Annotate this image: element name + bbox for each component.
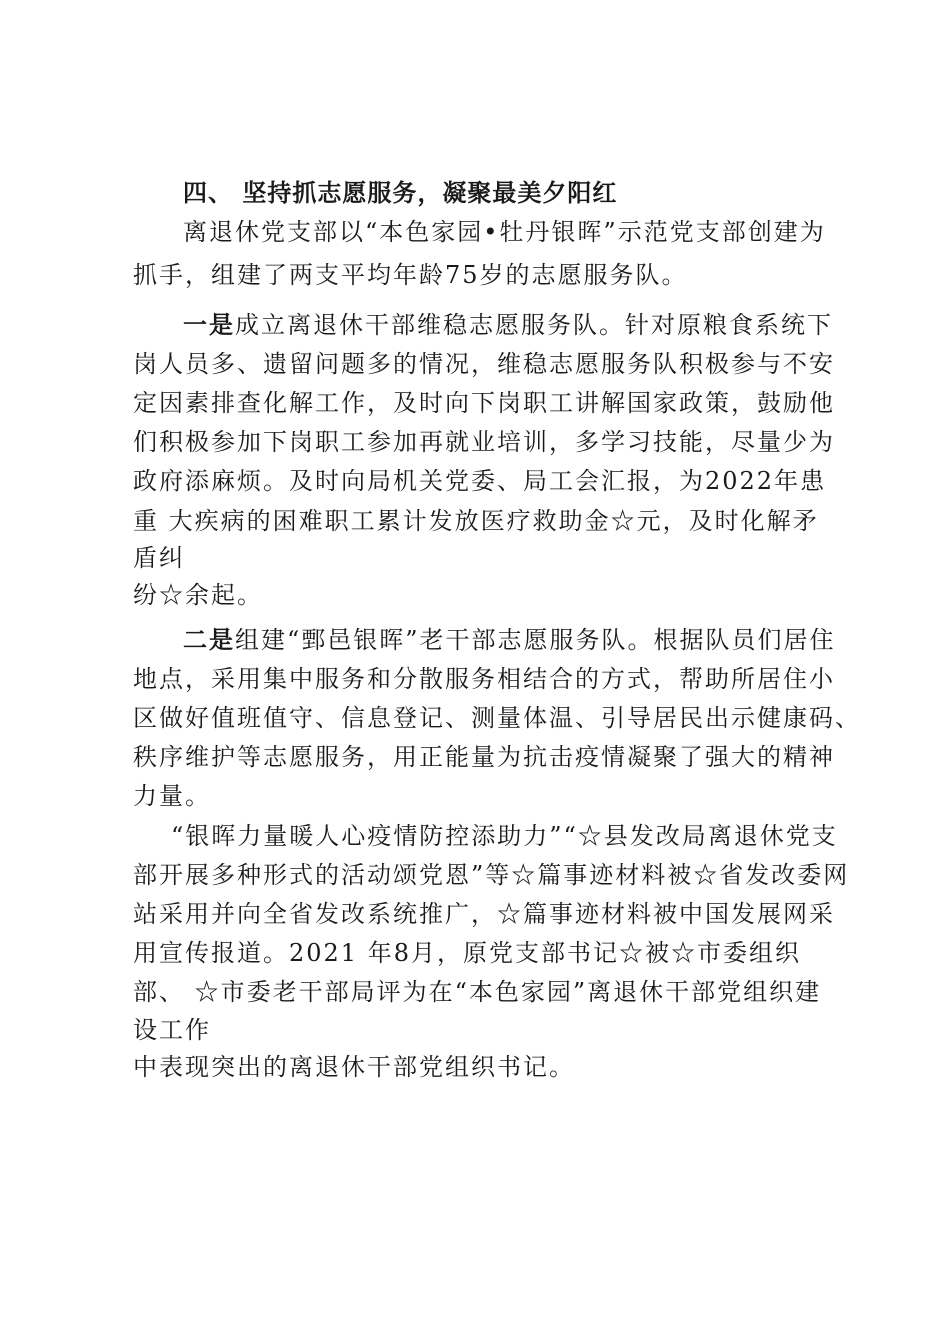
paragraph-4-line-3: 站采用并向全省发改系统推广，☆篇事迹材料被中国发展网采 [133,900,835,928]
paragraph-2-line-5: 政府添麻烦。及时向局机关党委、局工会汇报，为2022年患 [133,467,827,495]
section-heading: 四、 坚持抓志愿服务，凝聚最美夕阳红 [183,179,618,207]
paragraph-4-line-1: “银晖力量暖人心疫情防控添助力”“☆县发改局离退休党支 [171,822,838,850]
paragraph-2-line-7: 盾纠 [133,544,185,572]
paragraph-4-line-7: 中表现突出的离退休干部党组织书记。 [133,1053,575,1081]
paragraph-2-line-6: 重 大疾病的困难职工累计发放医疗救助金☆元，及时化解矛 [133,507,819,535]
paragraph-2-line-4: 们积极参加下岗职工参加再就业培训，多学习技能，尽量少为 [133,428,835,456]
paragraph-3-line-3: 区做好值班值守、信息登记、测量体温、引导居民出示健康码、 [133,704,861,732]
paragraph-4-line-6: 设工作 [133,1016,211,1044]
paragraph-2-line-1 [183,310,833,340]
paragraph-2-line-1-text: 成立离退休干部维稳志愿服务队。针对原粮食系统下 [235,311,833,339]
paragraph-2-line-8: 纷☆余起。 [133,581,263,609]
paragraph-2-lead: 一是 [183,311,235,339]
paragraph-2-line-2: 岗人员多、遗留问题多的情况，维稳志愿服务队积极参与不安 [133,350,835,378]
paragraph-2-line-3: 定因素排查化解工作，及时向下岗职工讲解国家政策，鼓励他 [133,389,835,417]
paragraph-1-line-1: 离退休党支部以“本色家园•牡丹银晖”示范党支部创建为 [183,218,826,246]
paragraph-3-line-2: 地点，采用集中服务和分散服务相结合的方式，帮助所居住小 [133,665,835,693]
paragraph-3-line-4: 秩序维护等志愿服务，用正能量为抗击疫情凝聚了强大的精神 [133,743,835,771]
paragraph-4-line-4: 用宣传报道。2021 年8月，原党支部书记☆被☆市委组织 [133,939,801,967]
paragraph-3-line-1 [183,625,836,655]
paragraph-3-line-5: 力量。 [133,782,211,810]
paragraph-4-line-5: 部、 ☆市委老干部局评为在“本色家园”离退休干部党组织建 [133,978,822,1006]
paragraph-3-line-1-text: 组建“鄄邑银晖”老干部志愿服务队。根据队员们居住 [235,626,836,654]
paragraph-3-lead: 二是 [183,626,235,654]
paragraph-1-line-2: 抓手，组建了两支平均年龄75岁的志愿服务队。 [133,261,688,289]
paragraph-4-line-2: 部开展多种形式的活动颂党恩”等☆篇事迹材料被☆省发改委网 [133,861,850,889]
